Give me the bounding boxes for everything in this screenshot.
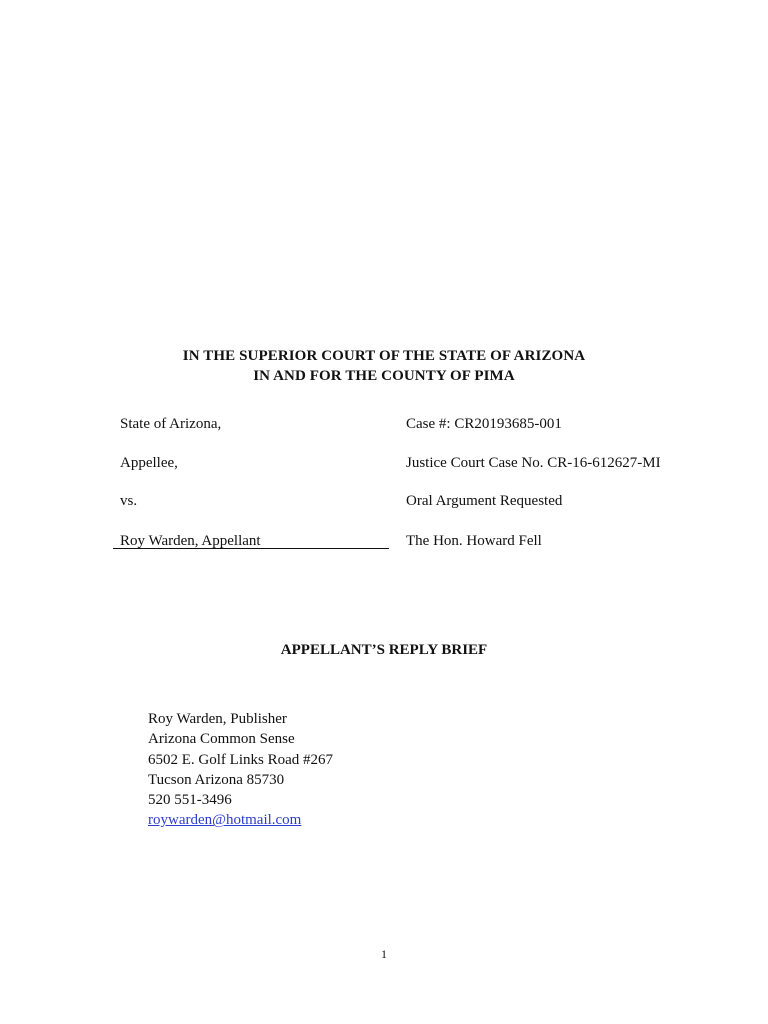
caption-appellee-label: Appellee, bbox=[120, 455, 178, 471]
justice-court-case-number: Justice Court Case No. CR-16-612627-MI bbox=[406, 455, 661, 471]
court-heading-line-2: IN AND FOR THE COUNTY OF PIMA bbox=[253, 368, 515, 384]
contact-city: Tucson Arizona 85730 bbox=[148, 771, 285, 788]
contact-block bbox=[148, 709, 333, 831]
case-number: Case #: CR20193685-001 bbox=[406, 416, 562, 432]
contact-name: Roy Warden, Publisher bbox=[148, 711, 287, 727]
brief-title: APPELLANT’S REPLY BRIEF bbox=[280, 642, 488, 658]
caption-party-state: State of Arizona, bbox=[120, 416, 222, 432]
contact-email-link[interactable]: roywarden@hotmail.com bbox=[148, 812, 302, 829]
contact-organization: Arizona Common Sense bbox=[148, 731, 295, 748]
caption-party-appellant: Roy Warden, Appellant bbox=[120, 533, 261, 549]
oral-argument-note: Oral Argument Requested bbox=[406, 493, 563, 509]
court-heading-line-1: IN THE SUPERIOR COURT OF THE STATE OF ARIZONA bbox=[182, 348, 586, 364]
contact-street: 6502 E. Golf Links Road #267 bbox=[148, 751, 333, 768]
judge-name: The Hon. Howard Fell bbox=[406, 533, 542, 549]
caption-divider-line bbox=[113, 548, 389, 549]
caption-versus: vs. bbox=[120, 493, 138, 509]
contact-phone: 520 551-3496 bbox=[148, 792, 232, 809]
page-number: 1 bbox=[381, 947, 387, 961]
